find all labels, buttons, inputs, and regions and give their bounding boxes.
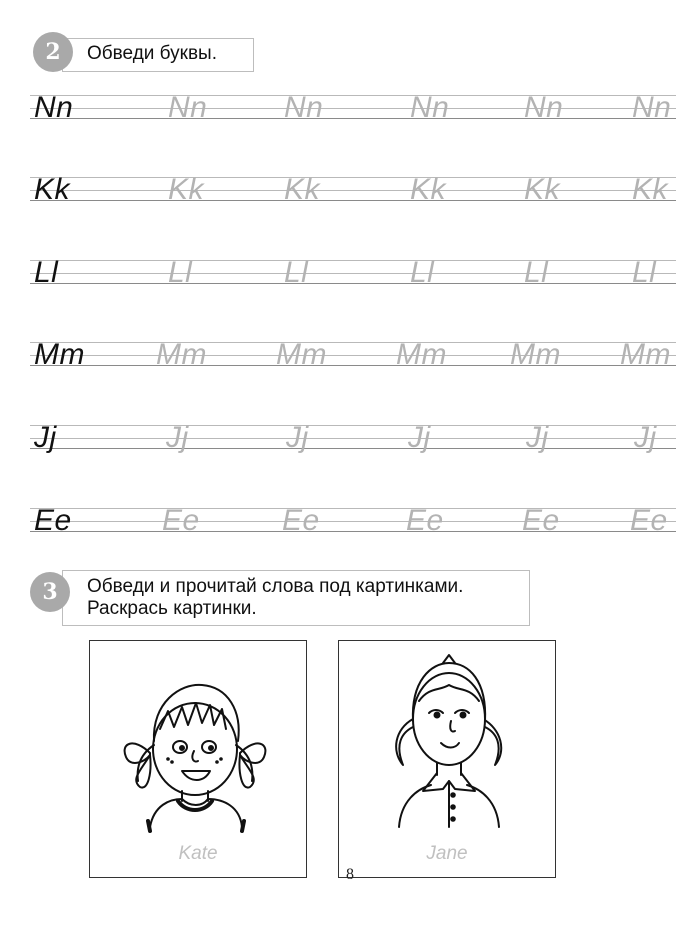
task-3-instruction: [62, 570, 530, 626]
trace-letters[interactable]: Ee: [162, 504, 200, 537]
guide-line-middle: [30, 108, 676, 109]
picture-jane: [338, 640, 556, 878]
task-2-instruction: Обведи буквы.: [62, 38, 254, 72]
model-letters: Kk: [34, 173, 71, 206]
picture-caption-trace[interactable]: Kate: [178, 843, 218, 864]
trace-letters[interactable]: Ll: [284, 256, 309, 289]
model-letters: Mm: [34, 338, 85, 371]
trace-letters[interactable]: Mm: [620, 338, 671, 371]
trace-letters[interactable]: Jj: [166, 421, 189, 454]
trace-letters[interactable]: Mm: [510, 338, 561, 371]
guide-line-baseline: [30, 283, 676, 284]
trace-letters[interactable]: Ee: [522, 504, 560, 537]
guide-line-top: [30, 342, 676, 343]
trace-letters[interactable]: Ll: [632, 256, 657, 289]
trace-letters[interactable]: Mm: [156, 338, 207, 371]
trace-letters[interactable]: Nn: [168, 91, 208, 124]
picture-caption-trace[interactable]: Jane: [426, 843, 468, 864]
model-letters: Ee: [34, 504, 72, 537]
trace-letters[interactable]: Ee: [282, 504, 320, 537]
guide-line-baseline: [30, 531, 676, 532]
task-3-instruction-line-2: Раскрась картинки.: [87, 598, 257, 619]
letter-row-j: [30, 421, 676, 459]
trace-letters[interactable]: Jj: [526, 421, 549, 454]
model-letters: Nn: [34, 91, 74, 124]
trace-letters[interactable]: Nn: [524, 91, 564, 124]
trace-letters[interactable]: Ee: [406, 504, 444, 537]
trace-letters[interactable]: Ll: [168, 256, 193, 289]
trace-letters[interactable]: Ee: [630, 504, 668, 537]
trace-letters[interactable]: Ll: [524, 256, 549, 289]
trace-letters[interactable]: Mm: [396, 338, 447, 371]
trace-letters[interactable]: Nn: [632, 91, 672, 124]
trace-letters[interactable]: Jj: [634, 421, 657, 454]
trace-letters[interactable]: Ll: [410, 256, 435, 289]
task-3-number-badge: 3: [30, 572, 70, 612]
letter-row-n: [30, 91, 676, 129]
page-number: 8: [346, 866, 354, 883]
guide-line-baseline: [30, 448, 676, 449]
trace-letters[interactable]: Jj: [408, 421, 431, 454]
picture-kate: [89, 640, 307, 878]
letter-row-l: [30, 256, 676, 294]
task-2-number-badge: 2: [33, 32, 73, 72]
girl-with-ponytails-icon: [339, 641, 554, 877]
guide-line-middle: [30, 521, 676, 522]
trace-letters[interactable]: Kk: [524, 173, 561, 206]
guide-line-middle: [30, 355, 676, 356]
girl-with-pigtails-icon: [90, 641, 305, 877]
guide-line-baseline: [30, 118, 676, 119]
trace-letters[interactable]: Kk: [168, 173, 205, 206]
guide-line-middle: [30, 438, 676, 439]
task-3-instruction-line-1: Обведи и прочитай слова под картинками.: [87, 576, 464, 597]
trace-letters[interactable]: Jj: [286, 421, 309, 454]
guide-line-top: [30, 508, 676, 509]
guide-line-top: [30, 95, 676, 96]
trace-letters[interactable]: Nn: [410, 91, 450, 124]
model-letters: Jj: [34, 421, 57, 454]
guide-line-top: [30, 260, 676, 261]
guide-line-baseline: [30, 365, 676, 366]
guide-line-top: [30, 177, 676, 178]
letter-row-e: [30, 504, 676, 542]
guide-line-top: [30, 425, 676, 426]
trace-letters[interactable]: Kk: [632, 173, 669, 206]
trace-letters[interactable]: Mm: [276, 338, 327, 371]
guide-line-middle: [30, 190, 676, 191]
letter-row-k: [30, 173, 676, 211]
guide-line-middle: [30, 273, 676, 274]
letter-row-m: [30, 338, 676, 376]
trace-letters[interactable]: Kk: [284, 173, 321, 206]
guide-line-baseline: [30, 200, 676, 201]
trace-letters[interactable]: Nn: [284, 91, 324, 124]
trace-letters[interactable]: Kk: [410, 173, 447, 206]
model-letters: Ll: [34, 256, 59, 289]
